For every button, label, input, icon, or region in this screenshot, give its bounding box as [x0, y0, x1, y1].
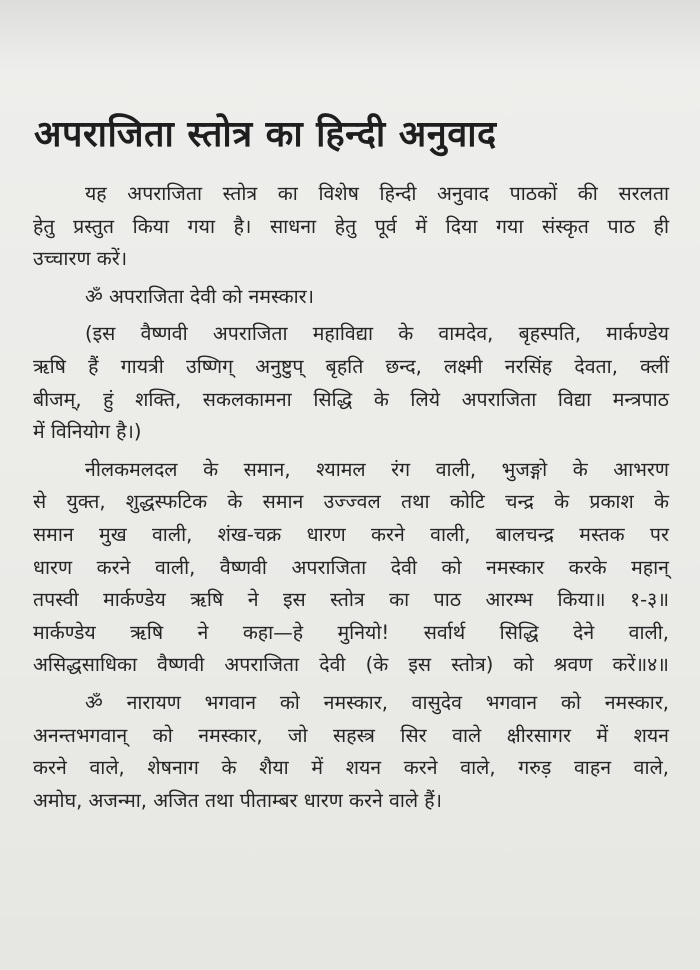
text-line: (इस वैष्णवी अपराजिता महाविद्या के वामदेव, बृहस्पति, मार्कण्डेय	[85, 322, 669, 346]
page-title: अपराजिता स्तोत्र का हिन्दी अनुवाद	[34, 114, 497, 155]
text-line: में विनियोग है।)	[33, 420, 142, 444]
text-line: ऋषि हैं गायत्री उष्णिग् अनुष्टुप् बृहति छन्द, लक्ष्मी नरसिंह देवता, क्लीं	[33, 354, 669, 378]
paragraph-viniyoga	[33, 318, 669, 448]
text-line: ॐ अपराजिता देवी को नमस्कार।	[85, 284, 314, 308]
text-line: से युक्त, शुद्धस्फटिक के समान उज्ज्वल तथा कोटि चन्द्र के प्रकाश के	[33, 490, 669, 514]
text-line: हेतु प्रस्तुत किया गया है। साधना हेतु पूर्व में दिया गया संस्कृत पाठ ही	[33, 214, 669, 238]
text-line: धारण करने वाली, वैष्णवी अपराजिता देवी को नमस्कार करके महान्	[33, 555, 669, 579]
text-line: उच्चारण करें।	[33, 247, 128, 271]
text-line: यह अपराजिता स्तोत्र का विशेष हिन्दी अनुवाद पाठकों की सरलता	[85, 182, 669, 205]
text-line: बीजम्, हुं शक्ति, सकलकामना सिद्धि के लिये अपराजिता विद्या मन्त्रपाठ	[33, 387, 669, 411]
paragraph-salutation	[33, 281, 669, 314]
text-line: मार्कण्डेय ऋषि ने कहा—हे मुनियो! सर्वार्थ सिद्धि देने वाली,	[33, 620, 669, 644]
text-line: ॐ नारायण भगवान को नमस्कार, वासुदेव भगवान को नमस्कार,	[85, 690, 669, 714]
text-line: समान मुख वाली, शंख-चक्र धारण करने वाली, बालचन्द्र मस्तक पर	[33, 522, 669, 546]
text-line: तपस्वी मार्कण्डेय ऋषि ने इस स्तोत्र का पाठ आरम्भ किया॥ १-३॥	[33, 588, 669, 612]
text-line: अनन्तभगवान् को नमस्कार, जो सहस्त्र सिर वाले क्षीरसागर में शयन	[33, 723, 669, 747]
paragraph-narayana	[33, 687, 669, 817]
paragraph-intro	[33, 178, 669, 276]
page-body	[33, 178, 669, 817]
text-line: असिद्धसाधिका वैष्णवी अपराजिता देवी (के इस स्तोत्र) को श्रवण करें॥४॥	[33, 653, 669, 677]
text-line: अमोघ, अजन्मा, अजित तथा पीताम्बर धारण करने वाले हैं।	[33, 788, 443, 812]
paragraph-dhyana	[33, 454, 669, 682]
text-line: नीलकमलदल के समान, श्यामल रंग वाली, भुजङ्गो के आभरण	[85, 457, 669, 481]
text-line: करने वाले, शेषनाग के शैया में शयन करने वाले, गरुड़ वाहन वाले,	[33, 756, 669, 780]
